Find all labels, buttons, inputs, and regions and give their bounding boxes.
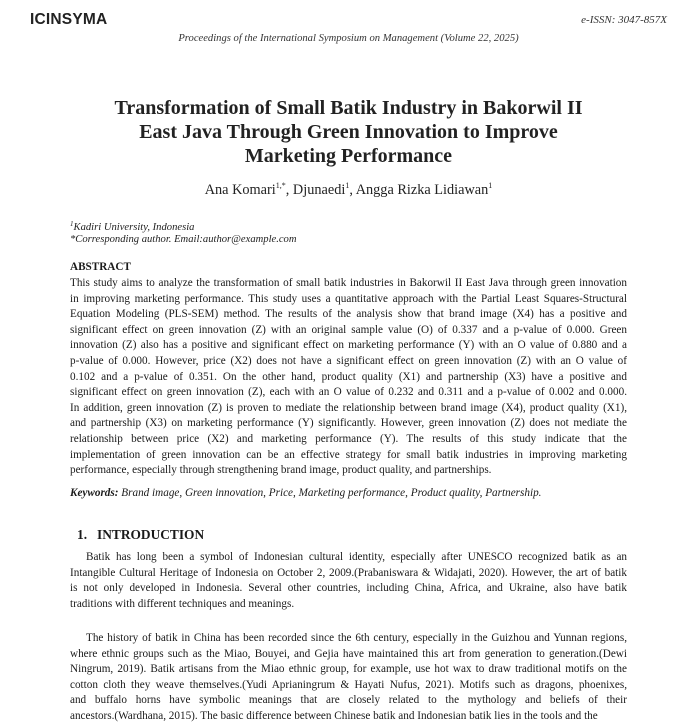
proceedings-header: Proceedings of the International Symposium on Management (Volume 22, 2025) [178,33,519,44]
text-line: and buffalo horns have symbolic meanings that are closely related to the mythology and beliefs of their [70,694,627,707]
author-list [0,181,697,199]
affiliations [70,218,297,246]
issn-label: e-ISSN: 3047-857X [581,14,667,26]
abstract-line: innovation (Z) also has a positive and significant effect on marketing performance (Y) with an O value of 0.880 and a [70,339,627,352]
affiliation-text: Kadiri University, Indonesia [73,222,195,233]
text-line: Intangible Cultural Heritage of Indonesia on October 2, 2009.(Prabaniswara & Widajati, 2020). However, the art of batik [70,566,627,579]
paper-title [40,96,657,168]
text-line: traditions with different techniques and meanings. [70,597,295,610]
section-heading [77,527,204,543]
abstract-line: 0.102 and a p-value of 0.351. On the other hand, product quality (X1) and partnership (X3) have a positive and [70,370,627,383]
text-line: The history of batik in China has been recorded since the 6th century, especially in the Guizhou and Yunnan regions, [86,632,627,644]
abstract-line: relationship between price (X2) and marketing performance (Y). The results of this study indicate that the [70,432,627,445]
text-line: cotton cloth they weave themselves.(Yudi Aprianingrum & Hayati Nufus, 2021). Motifs such as dragons, phoenixes, [70,678,627,691]
abstract-line: implementation of green innovation can be an effective strategy for small batik industries in improving marketing [70,448,627,461]
abstract-heading: ABSTRACT [70,261,131,273]
abstract-line: in improving marketing performance. This study uses a quantitative approach with the Partial Least Squares-Structural [70,292,627,305]
author-affil-mark: 1 [345,181,350,190]
abstract-line: significant effect on green innovation (Z), each with an O value of 0.232 and 0.311 and a p-value of 0.002 and 0.000. [70,386,627,399]
abstract-body [70,276,627,479]
author-name: , Angga Rizka Lidiawan [349,182,489,198]
text-line: Batik has long been a symbol of Indonesian cultural identity, especially after UNESCO recognized batik as an [86,551,627,563]
author-affil-mark: 1 [488,181,493,190]
text-line: ancestors.(Wardhana, 2015). The basic difference between Chinese batik and Indonesian batik lies in the tools and the [70,709,598,722]
title-line: Marketing Performance [244,145,453,167]
abstract-line: This study aims to analyze the transformation of small batik industries in Bakorwil II East Java through green innovation [70,277,627,289]
author-affil-mark: 1,* [275,181,286,190]
section-number: 1. [77,527,88,542]
author-name: , Djunaedi [285,182,346,198]
corresponding-author: *Corresponding author. Email:author@example.com [70,234,297,245]
title-line: Transformation of Small Batik Industry in Bakorwil II [114,97,583,119]
abstract-line: p-value of 0.000. However, price (X2) does not have a significant effect on green innovation (Z) with an O value of [70,354,627,367]
conference-logo: ICINSYMA [30,11,108,28]
intro-paragraph-1 [70,550,627,612]
abstract-line: significant effect on green innovation (Z) with an original sample value (O) of 0.337 and a p-value of 0.000. Green [70,323,627,336]
abstract-line: Equation Modeling (PLS-SEM) method. The results of the analysis show that brand image (X4) has a positive and [70,308,627,321]
author-name: Ana Komari [204,182,276,198]
abstract-line: and partnership (X3) on marketing performance (Y) significantly. However, green innovation (Z) does not mediate the [70,417,627,430]
abstract-line: performance, especially through strengthening brand image, product quality, and partnerships. [70,464,492,477]
affil-mark: 1 [70,220,74,228]
text-line: is not only developed in Indonesia. Several other countries, including China, Africa, and Ukraine, also have batik [70,582,627,595]
section-title: INTRODUCTION [97,527,205,542]
keywords-text: Brand image, Green innovation, Price, Marketing performance, Product quality, Partnership. [118,487,542,499]
intro-paragraph-2 [70,631,627,725]
text-line: where ethnic groups such as the Miao, Bouyei, and Gejia have maintained this art from generation to generation.(Dewi [70,647,627,660]
title-line: East Java Through Green Innovation to Improve [139,121,558,143]
abstract-line: In addition, green innovation (Z) is proven to mediate the relationship between brand image (X4), product quality (X1), [70,401,627,414]
text-line: Ningrum, 2019). Batik artisans from the Miao ethnic group, for example, use hot wax to draw traditional motifs on the [70,663,627,676]
keywords-label: Keywords: [70,487,119,499]
keywords-line [70,487,541,499]
